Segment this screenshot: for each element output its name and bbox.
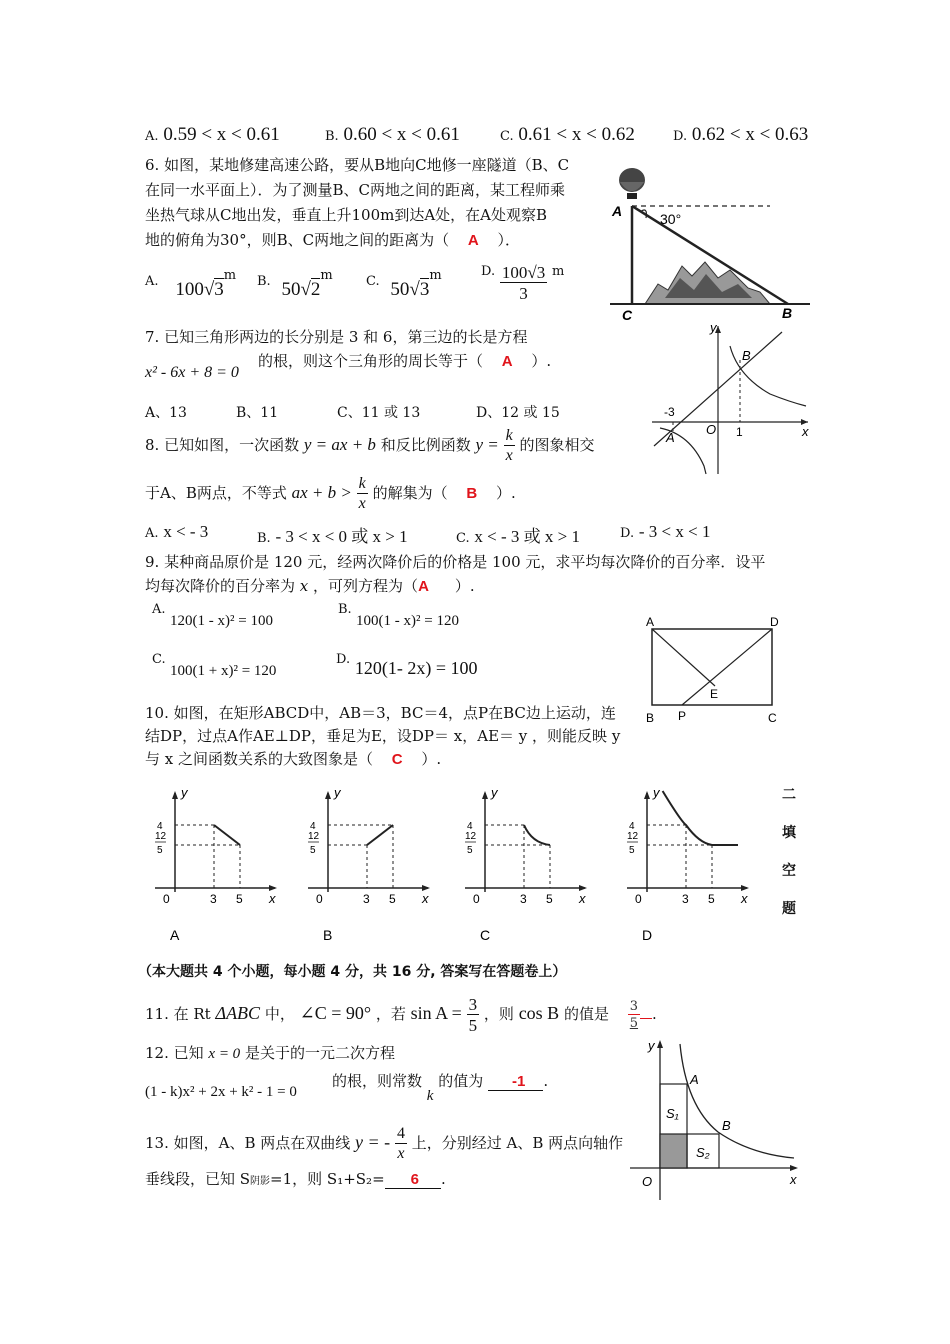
q6-line4: 地的俯角为30°，则B、C两地之间的距离为（ A ）． bbox=[145, 231, 521, 249]
graph-label: 5 bbox=[157, 845, 163, 856]
q6-line2: 在同一水平面上）．为了测量B、C两地之间的距离，某工程师乘 bbox=[145, 181, 566, 199]
q8-option-d: D. - 3 < x < 1 bbox=[620, 522, 711, 541]
q7-option-a: A、13 bbox=[145, 405, 187, 421]
graph-d bbox=[617, 785, 757, 945]
q12-equation: (1 - k)x² + 2x + k² - 1 = 0 bbox=[145, 1084, 297, 1100]
svg-text:P: P bbox=[678, 709, 687, 723]
svg-text:B: B bbox=[742, 348, 751, 363]
function-curve bbox=[663, 791, 738, 845]
q13-answer: 6 bbox=[410, 1171, 419, 1188]
q9-option-d: D. 120(1- 2x) = 100 bbox=[336, 652, 478, 678]
y-arrow bbox=[325, 791, 331, 799]
q7-line1: 7. 已知三角形两边的长分别是 3 和 6，第三边的长是方程 bbox=[145, 328, 528, 346]
graph-a bbox=[145, 785, 285, 945]
graph-label: x bbox=[741, 891, 748, 906]
svg-text:B: B bbox=[722, 1118, 731, 1133]
graph-label: 5 bbox=[389, 892, 396, 906]
q6-answer: A bbox=[467, 232, 479, 249]
graph-label: y bbox=[181, 785, 188, 800]
graph-label: 4 bbox=[157, 821, 163, 832]
section-2-title: 二 填 空 题 bbox=[782, 787, 796, 917]
graph-label: 3 bbox=[363, 892, 370, 906]
graph-label: 0 bbox=[635, 892, 642, 906]
svg-text:y: y bbox=[648, 1038, 655, 1053]
point-c-label: C bbox=[622, 307, 633, 321]
function-curve bbox=[367, 825, 393, 845]
svg-text:E: E bbox=[710, 687, 719, 701]
q6-line1: 6. 如图，某地修建高速公路，要从B地向C地修一座隧道（B、C bbox=[145, 156, 570, 174]
q10-answer: C bbox=[391, 751, 403, 768]
graph-label: C bbox=[480, 927, 491, 943]
graph-label: A bbox=[170, 927, 180, 943]
graph-label: B bbox=[323, 927, 333, 943]
svg-text:A: A bbox=[666, 430, 675, 445]
graph-label: 0 bbox=[473, 892, 480, 906]
q6-option-a: A. 100√3$^m$ bbox=[145, 268, 237, 300]
y-arrow bbox=[172, 791, 178, 799]
q11-answer: $\frac{3}{5}$ bbox=[629, 999, 639, 1031]
graph-label: 12 bbox=[155, 831, 167, 842]
graph-label: 12 bbox=[308, 831, 320, 842]
segment-dp bbox=[682, 629, 772, 705]
graph-label: 3 bbox=[210, 892, 217, 906]
q9-line1: 9. 某种商品原价是 120 元，经两次降价后的价格是 100 元，求平均每次降价的百分率．设平 bbox=[145, 553, 766, 571]
q12-line2: 的根，则常数 k 的值为 -1 . bbox=[332, 1072, 549, 1104]
q8-option-a: A. x < - 3 bbox=[145, 522, 209, 541]
q6-figure bbox=[610, 166, 810, 321]
graph-label: 0 bbox=[316, 892, 323, 906]
function-curve bbox=[214, 825, 240, 845]
y-arrow bbox=[644, 791, 650, 799]
point-a-label: A bbox=[612, 203, 623, 219]
q7-line2: 的根，则这个三角形的周长等于（ A ）. bbox=[258, 352, 552, 370]
q13-figure bbox=[630, 1036, 808, 1204]
y-arrow bbox=[482, 791, 488, 799]
hyperbola-curve bbox=[680, 1044, 794, 1158]
graph-label: 12 bbox=[465, 831, 477, 842]
graph-label: 4 bbox=[467, 821, 473, 832]
svg-text:x: x bbox=[790, 1172, 797, 1187]
q9-option-c: C. 100(1 + x)² = 120 bbox=[152, 652, 277, 679]
q8-option-c: C. x < - 3 或 x > 1 bbox=[456, 527, 580, 546]
graph-label: 4 bbox=[310, 821, 316, 832]
graph-label: 5 bbox=[236, 892, 243, 906]
function-curve bbox=[524, 825, 550, 845]
q7-equation: x² - 6x + 8 = 0 bbox=[145, 364, 239, 381]
q7-option-c: C、11 或 13 bbox=[337, 405, 421, 421]
graph-label: 0 bbox=[163, 892, 170, 906]
q10-rectangle-figure bbox=[642, 614, 787, 726]
q5-option-b: B. 0.60 < x < 0.61 bbox=[325, 124, 460, 145]
q13-line2: 垂线段，已知 S阴影=1，则 S₁+S₂= 6 . bbox=[145, 1170, 446, 1188]
graph-label: 5 bbox=[708, 892, 715, 906]
angle-label: 30° bbox=[660, 211, 682, 227]
q10-line3: 与 x 之间函数关系的大致图象是（ C ）. bbox=[145, 750, 442, 768]
svg-text:O: O bbox=[642, 1174, 653, 1189]
q5-option-d: D. 0.62 < x < 0.63 bbox=[673, 124, 809, 145]
svg-text:A: A bbox=[646, 615, 655, 629]
svg-text:1: 1 bbox=[736, 425, 743, 439]
q10-graphs bbox=[145, 785, 785, 945]
q12-line1: 12. 已知 x = 0 是关于的一元二次方程 bbox=[145, 1044, 395, 1062]
svg-text:x: x bbox=[802, 424, 809, 439]
q8-option-b: B. - 3 < x < 0 或 x > 1 bbox=[257, 527, 408, 546]
shaded-region bbox=[660, 1134, 687, 1168]
q9-option-a: A. 120(1 - x)² = 100 bbox=[152, 602, 273, 629]
graph-c bbox=[455, 785, 595, 945]
graph-label: 5 bbox=[467, 845, 473, 856]
q6-option-d: D. $\frac{100√3}{3}$ m bbox=[481, 263, 565, 303]
svg-text:-3: -3 bbox=[664, 405, 675, 419]
q9-answer: A bbox=[418, 578, 429, 595]
balloon-icon bbox=[619, 168, 645, 199]
graph-label: 3 bbox=[682, 892, 689, 906]
svg-text:B: B bbox=[646, 711, 655, 725]
q7-answer: A bbox=[501, 353, 513, 370]
q9-option-b: B. 100(1 - x)² = 120 bbox=[338, 602, 459, 629]
graph-label: x bbox=[422, 891, 429, 906]
graph-label: y bbox=[491, 785, 498, 800]
graph-label: y bbox=[334, 785, 341, 800]
segment-ae bbox=[652, 629, 715, 686]
svg-text:A: A bbox=[690, 1072, 699, 1087]
q8-figure bbox=[640, 316, 815, 478]
q5-option-a: A. 0.59 < x < 0.61 bbox=[145, 124, 280, 145]
q7-option-b: B、11 bbox=[236, 405, 279, 421]
svg-text:D: D bbox=[770, 615, 779, 629]
graph-label: x bbox=[579, 891, 586, 906]
point-b-label: B bbox=[782, 305, 793, 321]
q9-line2: 均每次降价的百分率为 x ，可列方程为（A ）. bbox=[145, 577, 475, 595]
svg-text:y: y bbox=[710, 320, 717, 335]
graph-label: 3 bbox=[520, 892, 527, 906]
graph-label: 12 bbox=[627, 831, 639, 842]
q12-answer: -1 bbox=[512, 1073, 526, 1090]
q6-line3: 坐热气球从C地出发，垂直上升100m到达A处，在A处观察B bbox=[145, 206, 548, 224]
q8-answer: B bbox=[466, 485, 478, 502]
section-2-note: （本大题共 4 个小题，每小题 4 分，共 16 分, 答案写在答题卷上） bbox=[138, 964, 567, 980]
q5-option-c: C. 0.61 < x < 0.62 bbox=[500, 124, 635, 145]
q10-line1: 10. 如图，在矩形ABCD中，AB＝3，BC＝4，点P在BC边上运动，连 bbox=[145, 704, 616, 722]
graph-b bbox=[298, 785, 438, 945]
q6-option-c: C. 50√3$^m$ bbox=[366, 268, 442, 300]
graph-label: 5 bbox=[629, 845, 635, 856]
q10-line2: 结DP，过点A作AE⊥DP，垂足为E，设DP＝ x，AE＝ y ，则能反映 y bbox=[145, 727, 621, 745]
q8-line1: 8. 已知如图，一次函数 y = ax + b 和反比例函数 y = $\frac{k}{x}$ 的图象相交 bbox=[145, 427, 595, 464]
q13-line1: 13. 如图，A、B 两点在双曲线 y = - $\frac{4}{x}$ 上，分别经过 A、B 两点向轴作 bbox=[145, 1125, 624, 1162]
graph-label: 4 bbox=[629, 821, 635, 832]
graph-label: 5 bbox=[310, 845, 316, 856]
q6-option-b: B. 50√2$^m$ bbox=[257, 268, 333, 300]
graph-label: x bbox=[269, 891, 276, 906]
svg-text:S₁: S₁ bbox=[666, 1106, 679, 1121]
svg-text:O: O bbox=[706, 422, 717, 437]
q11-line: 11. 在 Rt ΔABC 中， ∠C = 90° ，若 sin A = $\frac{3}{5}$ ，则 cos B 的值是 $\frac{3}{5}$ . bbox=[145, 995, 657, 1035]
q8-line2: 于A、B两点，不等式 ax + b > $\frac{k}{x}$ 的解集为（ B ）. bbox=[145, 475, 516, 512]
svg-text:S₂: S₂ bbox=[696, 1145, 710, 1160]
graph-label: D bbox=[642, 927, 653, 943]
q7-option-d: D、12 或 15 bbox=[476, 405, 560, 421]
graph-label: y bbox=[653, 785, 660, 800]
graph-label: 5 bbox=[546, 892, 553, 906]
svg-text:C: C bbox=[768, 711, 777, 725]
